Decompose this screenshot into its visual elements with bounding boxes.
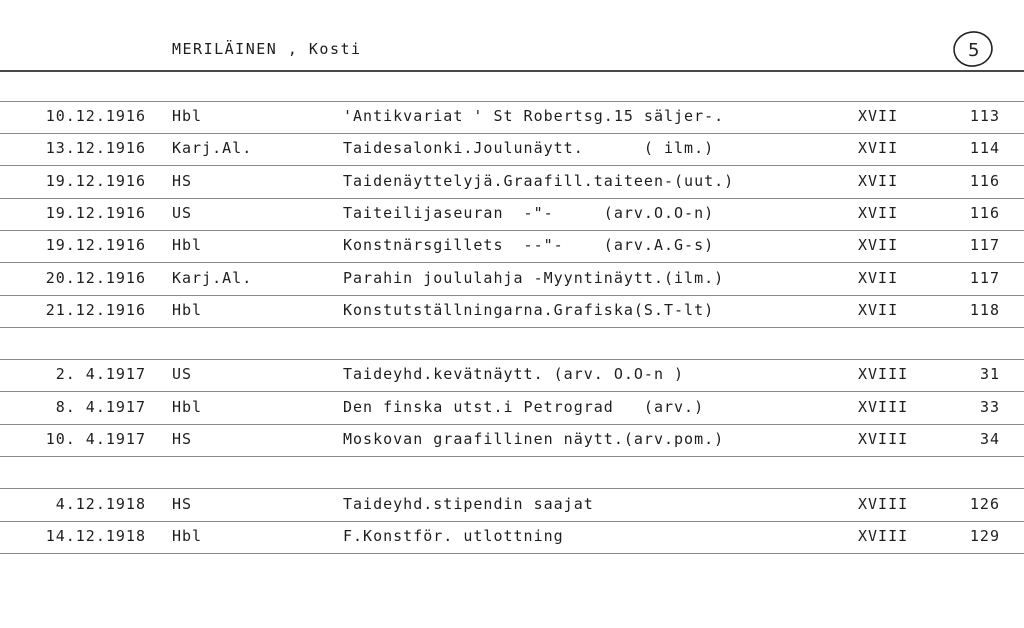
entry-title: Taideyhd.stipendin saajat (343, 495, 594, 513)
entry-volume: XVII (858, 107, 899, 125)
entry-paper: Karj.Al. (172, 269, 253, 287)
header-rule (0, 70, 1024, 72)
entry-title: Konstnärsgillets --"- (arv.A.G-s) (343, 236, 715, 254)
entry-volume: XVIII (858, 398, 909, 416)
list-item (0, 166, 1024, 198)
entry-volume: XVII (858, 236, 899, 254)
list-item (0, 489, 1024, 521)
entry-title: Taidesalonki.Joulunäytt. ( ilm.) (343, 139, 715, 157)
entry-paper: Hbl (172, 398, 203, 416)
entry-page: 114 (969, 139, 1000, 157)
list-item (0, 424, 1024, 456)
entry-volume: XVII (858, 139, 899, 157)
entry-date: 10. 4.1917 (45, 430, 146, 448)
entry-title: Taiteilijaseuran -"- (arv.O.O-n) (343, 204, 715, 222)
list-item (0, 101, 1024, 133)
entry-title: Parahin joululahja -Myyntinäytt.(ilm.) (343, 269, 725, 287)
list-item (0, 295, 1024, 327)
entry-date: 8. 4.1917 (55, 398, 146, 416)
entry-title: F.Konstför. utlottning (343, 527, 564, 545)
entry-date: 19.12.1916 (45, 204, 146, 222)
entry-title: Taidenäyttelyjä.Graafill.taiteen-(uut.) (343, 172, 735, 190)
entry-date: 19.12.1916 (45, 236, 146, 254)
entry-date: 14.12.1918 (45, 527, 146, 545)
entry-page: 116 (969, 172, 1000, 190)
list-item (0, 133, 1024, 165)
entry-paper: HS (172, 172, 193, 190)
list-item (0, 230, 1024, 262)
entry-date: 21.12.1916 (45, 301, 146, 319)
list-item (0, 327, 1024, 359)
entry-date: 13.12.1916 (45, 139, 146, 157)
list-item (0, 198, 1024, 230)
entry-volume: XVII (858, 301, 899, 319)
entry-title: Moskovan graafillinen näytt.(arv.pom.) (343, 430, 725, 448)
card-number: 5 (968, 40, 980, 61)
entry-title: Taideyhd.kevätnäytt. (arv. O.O-n ) (343, 365, 685, 383)
entry-page: 33 (979, 398, 1000, 416)
list-item (0, 359, 1024, 391)
entry-paper: Hbl (172, 301, 203, 319)
entry-volume: XVII (858, 269, 899, 287)
entry-date: 19.12.1916 (45, 172, 146, 190)
entry-volume: XVIII (858, 495, 909, 513)
entry-paper: Hbl (172, 107, 203, 125)
entry-page: 118 (969, 301, 1000, 319)
entry-page: 117 (969, 269, 1000, 287)
entry-paper: Hbl (172, 236, 203, 254)
circle-mark-icon (950, 26, 996, 70)
entry-page: 117 (969, 236, 1000, 254)
entry-page: 116 (969, 204, 1000, 222)
entry-page: 129 (969, 527, 1000, 545)
rule-line (0, 553, 1024, 554)
entry-volume: XVIII (858, 527, 909, 545)
list-item (0, 521, 1024, 553)
entry-volume: XVIII (858, 365, 909, 383)
entry-title: Konstutställningarna.Grafiska(S.T-lt) (343, 301, 715, 319)
entry-date: 10.12.1916 (45, 107, 146, 125)
list-item (0, 263, 1024, 295)
entry-page: 34 (979, 430, 1000, 448)
entry-date: 4.12.1918 (55, 495, 146, 513)
entry-volume: XVIII (858, 430, 909, 448)
entry-paper: Karj.Al. (172, 139, 253, 157)
entry-title: Den finska utst.i Petrograd (arv.) (343, 398, 705, 416)
entry-date: 2. 4.1917 (55, 365, 146, 383)
entry-page: 31 (979, 365, 1000, 383)
entry-title: 'Antikvariat ' St Robertsg.15 säljer-. (343, 107, 725, 125)
entry-paper: US (172, 365, 193, 383)
entry-date: 20.12.1916 (45, 269, 146, 287)
entry-volume: XVII (858, 172, 899, 190)
list-item (0, 392, 1024, 424)
entry-page: 113 (969, 107, 1000, 125)
entry-paper: HS (172, 495, 193, 513)
card-heading: MERILÄINEN , Kosti (172, 40, 362, 58)
entry-paper: HS (172, 430, 193, 448)
entry-volume: XVII (858, 204, 899, 222)
card-number-circle (950, 26, 996, 70)
entry-paper: US (172, 204, 193, 222)
entry-paper: Hbl (172, 527, 203, 545)
list-item (0, 456, 1024, 488)
entry-page: 126 (969, 495, 1000, 513)
